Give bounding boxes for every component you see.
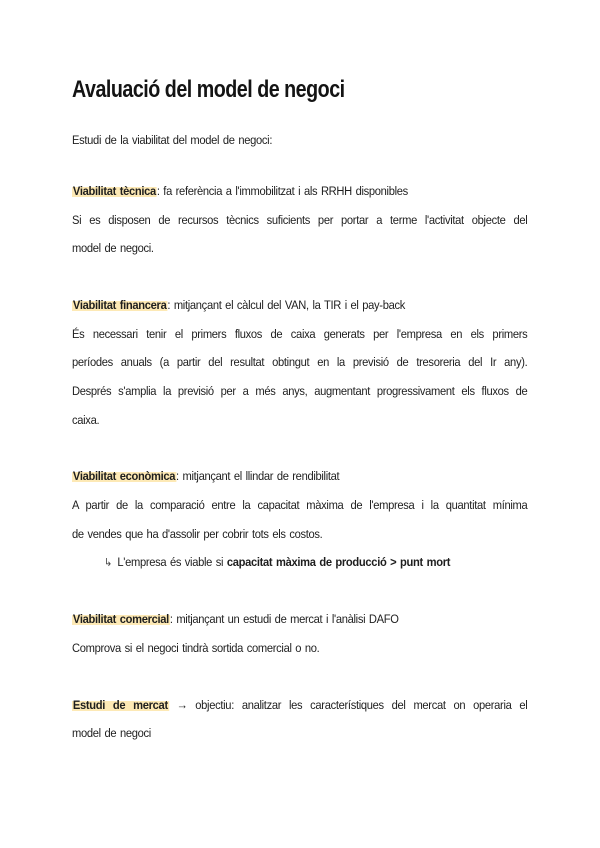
bullet-bold-text: capacitat màxima de producció > punt mort [226,555,451,569]
tecnica-line-2: model de negoci. [72,241,154,255]
financera-desc: : mitjançant el càlcul del VAN, la TIR i el pay-back [167,298,406,312]
economica-line-1: A partir de la comparació entre la capacitat màxima de l'empresa i la quantitat mínima [72,498,528,512]
financera-line-4: caixa. [72,413,100,427]
financera-line-1: És necessari tenir el primers fluxos de caixa generats per l'empresa en els primers [72,327,528,341]
economica-bullet [104,555,514,571]
economica-heading [72,469,482,484]
comercial-desc: : mitjançant un estudi de mercat i l'anàlisi DAFO [169,612,399,626]
financera-line-2: períodes anuals (a partir del resultat obtingut en la previsió de tresoreria del Ir any). [72,355,528,369]
mercat-label: Estudi de mercat [72,698,168,712]
mercat-line-2: model de negoci [72,726,151,740]
comercial-label: Viabilitat comercial [72,612,169,626]
arrow-bullet-icon: ↳ [104,557,112,569]
financera-label: Viabilitat financera [72,298,167,312]
intro-text: Estudi de la viabilitat del model de negoci: [72,133,273,147]
mercat-heading [72,698,527,713]
comercial-line-1: Comprova si el negoci tindrà sortida comercial o no. [72,641,320,655]
tecnica-desc: : fa referència a l'immobilitzat i als RRHH disponibles [156,184,408,198]
comercial-heading [72,612,482,627]
financera-line-3: Després s'amplia la previsió per a més anys, augmentant progressivament els fluxos de [72,384,528,398]
financera-heading [72,298,482,313]
economica-desc: : mitjançant el llindar de rendibilitat [176,469,340,483]
tecnica-line-1: Si es disposen de recursos tècnics suficients per portar a terme l'activitat objecte del [72,213,528,227]
tecnica-label: Viabilitat tècnica [72,184,156,198]
page-title: Avaluació del model de negoci [72,76,345,103]
mercat-desc: → objectiu: analitzar les característiques del mercat on operaria el [168,698,528,712]
economica-label: Viabilitat econòmica [72,469,176,483]
bullet-prefix: L'empresa és viable si [117,555,227,569]
economica-line-2: de vendes que ha d'assolir per cobrir tots els costos. [72,527,323,541]
tecnica-heading [72,184,482,199]
